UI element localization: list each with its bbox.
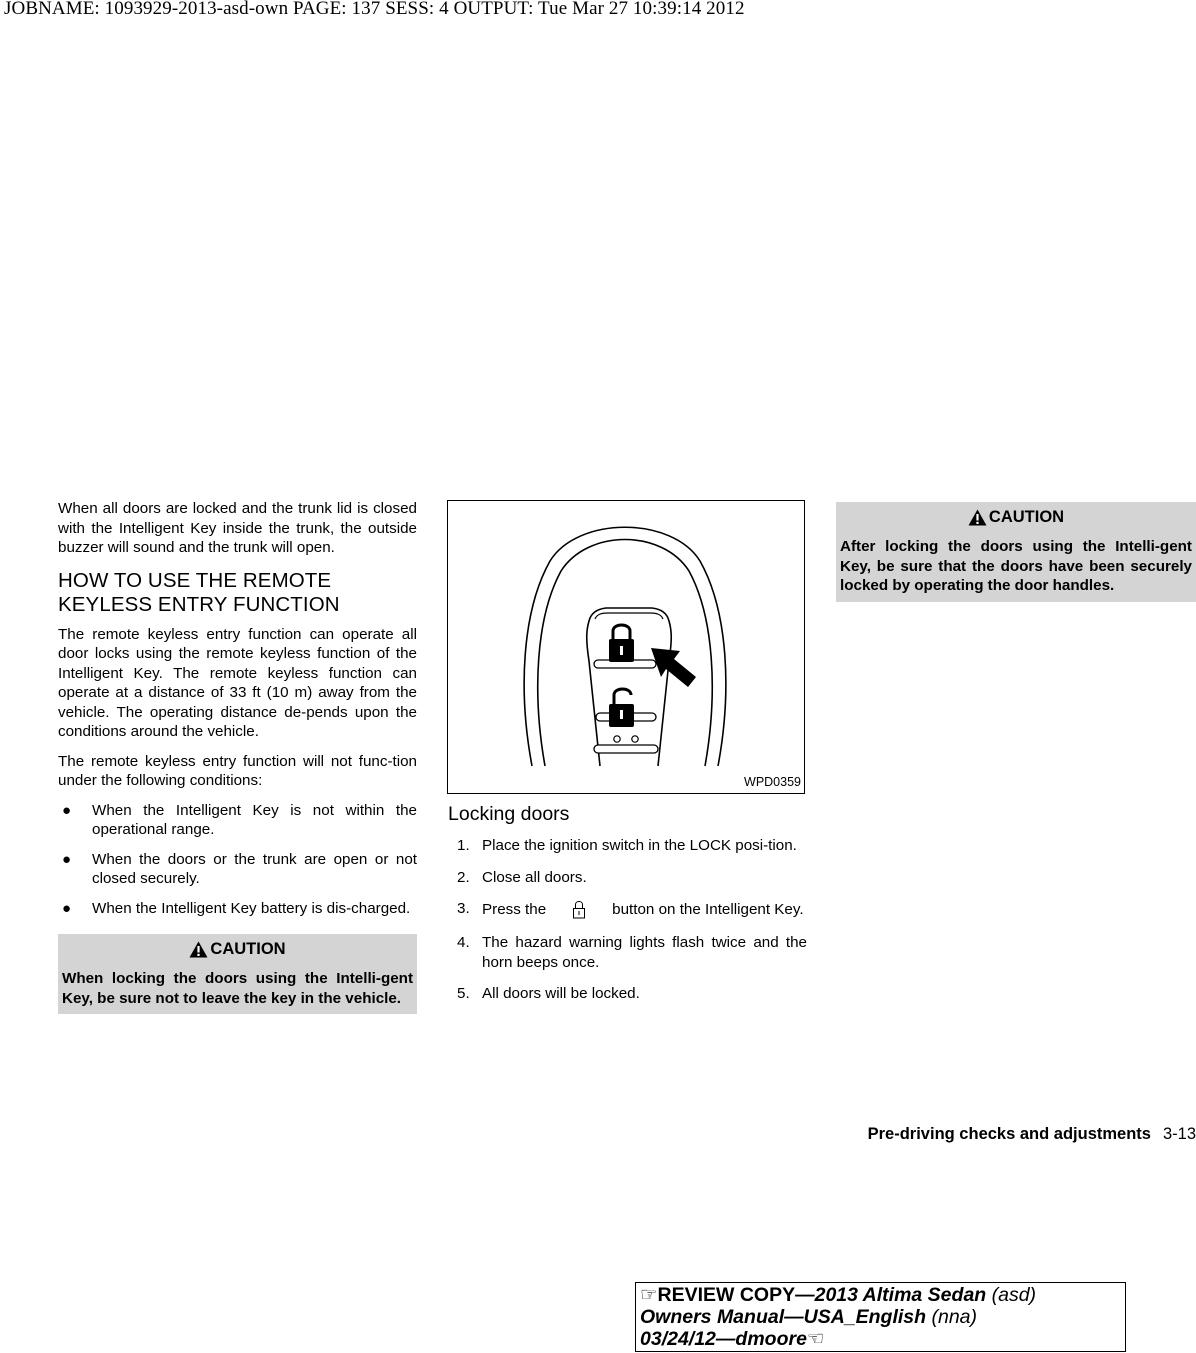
section-heading-line1: HOW TO USE THE REMOTE <box>58 568 332 592</box>
review-line-1 <box>640 1284 1121 1306</box>
review-model: 2013 Altima Sedan <box>814 1284 987 1306</box>
caution-title <box>62 939 413 959</box>
review-line-3 <box>640 1328 1121 1350</box>
review-label: REVIEW COPY— <box>657 1284 815 1306</box>
footer-section-title: Pre-driving checks and adjustments <box>867 1125 1151 1143</box>
review-manual-code: (nna) <box>926 1306 978 1328</box>
caution-text: After locking the doors using the Intelli-gent Key, be sure that the doors have been securely locked by operating the door handles. <box>840 538 1192 594</box>
list-item <box>58 899 417 919</box>
review-model-code: (asd) <box>986 1284 1037 1306</box>
warning-triangle-icon <box>968 509 987 526</box>
column-right <box>836 502 1196 602</box>
step-number: 5. <box>457 985 470 1002</box>
column-left <box>58 499 417 1014</box>
remote-function-paragraph: The remote keyless entry function can operate all door locks using the remote keyless function of the Intelligent Key. The remote keyless function can operate at a distance of 33 ft (10 m) away from the vehicle. The operating distance de-pends upon the conditions around the vehicle. <box>58 625 417 740</box>
job-header-line: JOBNAME: 1093929-2013-asd-own PAGE: 137 SESS: 4 OUTPUT: Tue Mar 27 10:39:14 2012 <box>4 0 745 19</box>
figure-code: WPD0359 <box>744 774 801 789</box>
section-heading-line2: KEYLESS ENTRY FUNCTION <box>58 592 340 616</box>
step-text: Place the ignition switch in the LOCK posi-tion. <box>482 837 797 854</box>
intro-paragraph: When all doors are locked and the trunk lid is closed with the Intelligent Key inside the trunk, the outside buzzer will sound and the trunk will open. <box>58 500 417 556</box>
list-item <box>457 933 807 972</box>
key-fob-figure <box>447 500 805 794</box>
lock-icon <box>609 625 634 662</box>
page-number: 3-13 <box>1162 1125 1196 1143</box>
list-item <box>58 850 417 889</box>
locking-doors-heading: Locking doors <box>448 803 570 825</box>
step-number: 2. <box>457 868 470 886</box>
page-footer <box>868 1125 1196 1144</box>
caution-title <box>840 507 1192 527</box>
unlock-icon <box>609 689 634 727</box>
pointing-hand-icon: ☞ <box>640 1284 658 1306</box>
caution-title-text: CAUTION <box>210 940 286 958</box>
list-item-text: When the Intelligent Key battery is dis-charged. <box>92 899 411 917</box>
warning-triangle-icon <box>189 941 208 958</box>
bullet-icon: ● <box>62 801 72 819</box>
locking-steps-list <box>447 836 807 1004</box>
step-number: 4. <box>457 934 470 951</box>
step-text: The hazard warning lights flash twice and the horn beeps once. <box>482 934 807 971</box>
column-middle <box>447 500 807 1016</box>
review-manual: Owners Manual—USA_English <box>640 1306 927 1328</box>
pointing-hand-left-icon: ☜ <box>806 1328 825 1350</box>
review-line-2 <box>640 1306 1121 1328</box>
caution-text: When locking the doors using the Intelli-gent Key, be sure not to leave the key in the vehicle. <box>62 970 413 1007</box>
caution-box-right <box>836 502 1196 602</box>
step-text-after: button on the Intelligent Key. <box>612 901 804 918</box>
list-item <box>457 899 807 921</box>
bullet-icon: ● <box>62 899 72 917</box>
step-text: All doors will be locked. <box>482 985 640 1002</box>
step-number: 3. <box>457 900 470 917</box>
conditions-list <box>58 801 417 919</box>
pointer-arrow-icon <box>651 648 696 687</box>
step-number: 1. <box>457 837 470 854</box>
bullet-icon: ● <box>62 850 72 868</box>
list-item <box>457 868 807 888</box>
intelligent-key-illustration <box>448 501 804 793</box>
step-text: Close all doors. <box>482 868 587 886</box>
section-heading <box>58 569 417 617</box>
list-item-text: When the doors or the trunk are open or not closed securely. <box>92 850 417 887</box>
list-item-text: When the Intelligent Key is not within the operational range. <box>92 801 417 838</box>
review-date-author: 03/24/12—dmoore <box>640 1328 807 1350</box>
review-copy-box <box>635 1282 1126 1352</box>
conditions-intro-paragraph: The remote keyless entry function will not func-tion under the following conditions: <box>58 752 417 789</box>
step-text-before: Press the <box>482 901 547 918</box>
list-item <box>457 836 807 856</box>
list-item <box>58 801 417 840</box>
caution-title-text: CAUTION <box>988 508 1065 526</box>
lock-button-icon <box>546 899 612 921</box>
list-item <box>457 984 807 1004</box>
caution-box-left <box>58 934 417 1014</box>
